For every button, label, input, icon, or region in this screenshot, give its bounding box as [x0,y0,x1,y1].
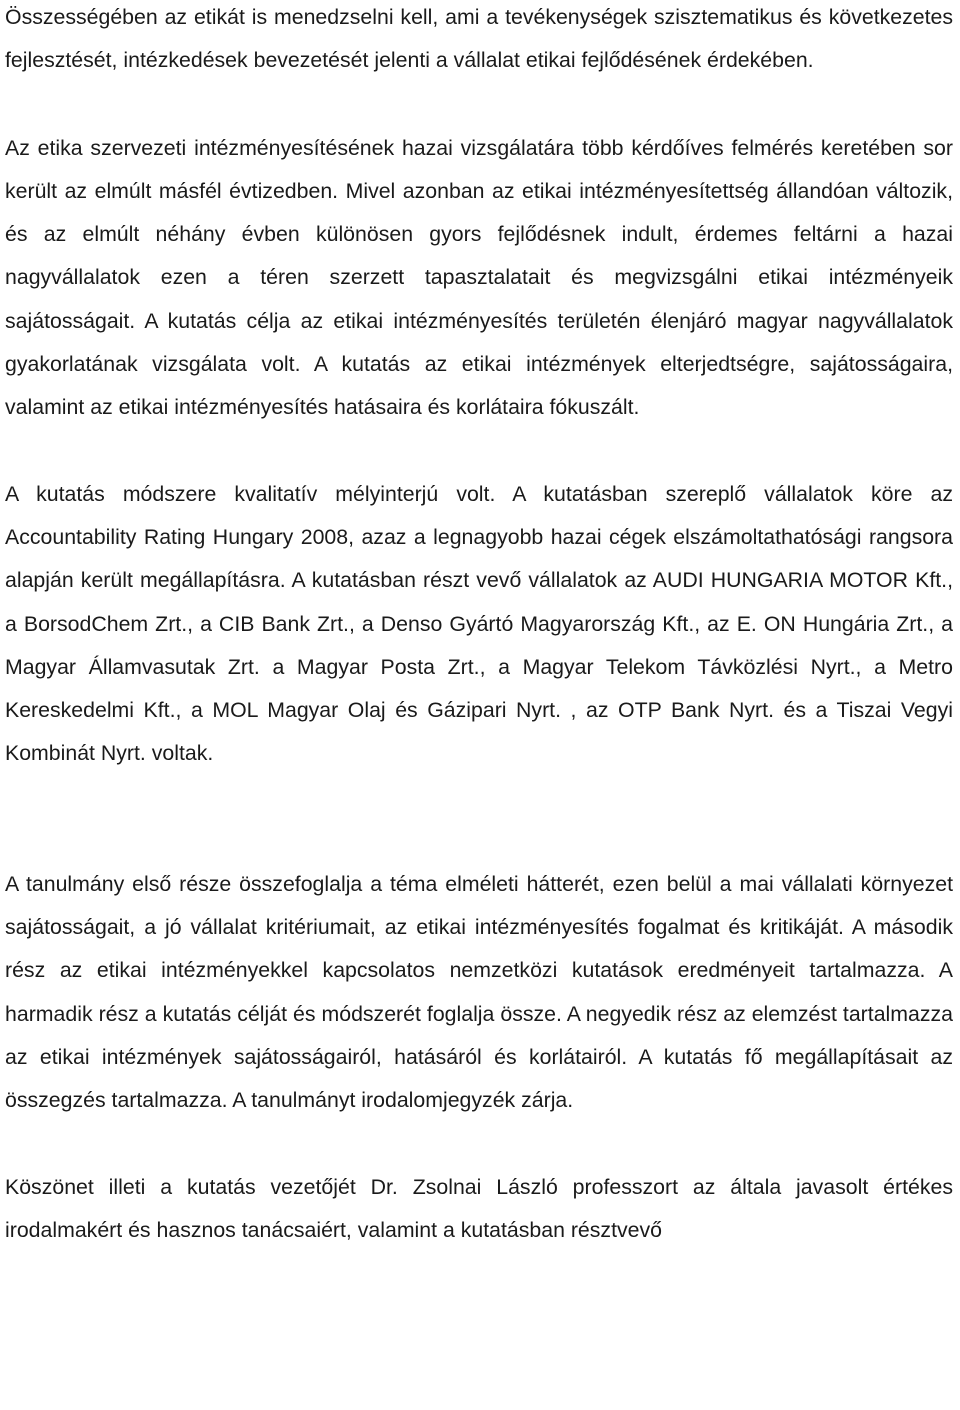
paragraph-ethics-management: Összességében az etikát is menedzselni kell, ami a tevékenységek szisztematikus és következetes fejlesztését, intézkedések bevezetését jelenti a vállalat etikai fejlődésének érdekében. [5,5,953,73]
paragraph-research-method: A kutatás módszere kvalitatív mélyinterjú volt. A kutatásban szereplő vállalatok köre az Accountability Rating Hungary 2008, azaz a legnagyobb hazai cégek elszámoltathatósági rangsora alapján került megállapításra. A kutatásban részt vevő vállalatok az AUDI HUNGARIA MOTOR Kft., a BorsodChem Zrt., a CIB Bank Zrt., a Denso Gyártó Magyarország Kft., az E. ON Hungária Zrt., a Magyar Államvasutak Zrt. a Magyar Posta Zrt., a Magyar Telekom Távközlési Nyrt., a Metro Kereskedelmi Kft., a MOL Magyar Olaj és Gázipari Nyrt. , az OTP Bank Nyrt. és a Tiszai Vegyi Kombinát Nyrt. voltak. [5,481,953,766]
paragraph-study-structure: A tanulmány első része összefoglalja a téma elméleti hátterét, ezen belül a mai vállalati környezet sajátosságait, a jó vállalat kritériumait, az etikai intézményesítés fogalmat és kritikáját. A második rész az etikai intézményekkel kapcsolatos nemzetközi kutatások eredményeit tartalmazza. A harmadik rész a kutatás célját és módszerét foglalja össze. A negyedik rész az elemzést tartalmazza az etikai intézmények sajátosságairól, hatásáról és korlátairól. A kutatás fő megállapításait az összegzés tartalmazza. A tanulmányt irodalomjegyzék zárja. [5,871,953,1113]
paragraph-research-background: Az etika szervezeti intézményesítésének hazai vizsgálatára több kérdőíves felmérés keretében sor került az elmúlt másfél évtizedben. Mivel azonban az etikai intézményesítettség állandóan változik, és az elmúlt néhány évben különösen gyors fejlődésnek indult, érdemes feltárni a hazai nagyvállalatok ezen a téren szerzett tapasztalatait és megvizsgálni etikai intézményeik sajátosságait. A kutatás célja az etikai intézményesítés területén élenjáró magyar nagyvállalatok gyakorlatának vizsgálata volt. A kutatás az etikai intézmények elterjedtségre, sajátosságaira, valamint az etikai intézményesítés hatásaira és korlátaira fókuszált. [5,135,953,420]
document-page [5,0,953,1252]
paragraph-acknowledgement: Köszönet illeti a kutatás vezetőjét Dr. Zsolnai László professzort az általa javasolt értékes irodalmakért és hasznos tanácsaiért, valamint a kutatásban résztvevő [5,1174,953,1242]
